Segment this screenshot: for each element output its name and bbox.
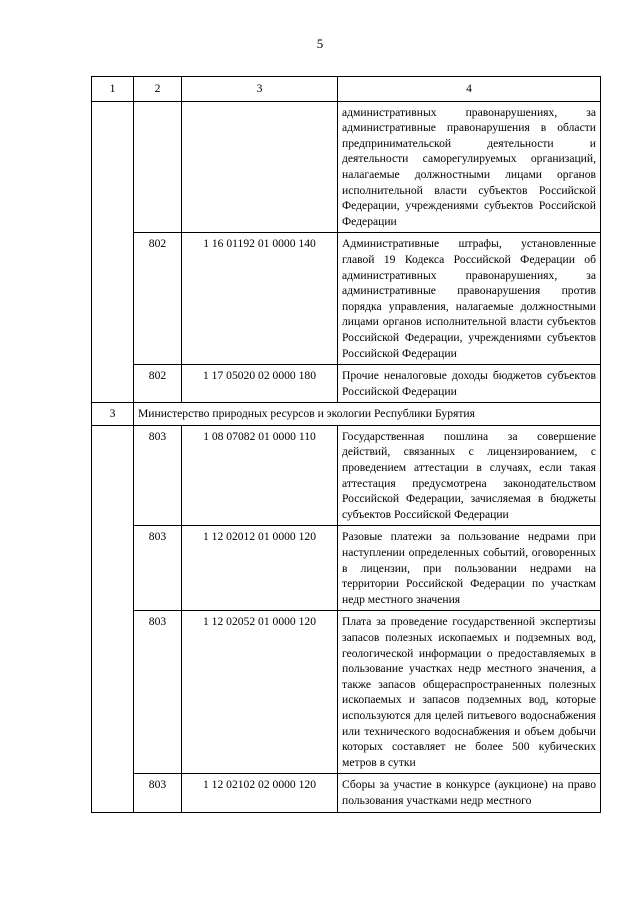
revenue-name-cell: административных правонарушениях, за административные правонарушения в области предпринимательской деятельности и деятельности саморегулируемых организаций, налагаемые должностными лицами органов исполнительной власти субъектов Российской Федерации, учреждениями субъектов Российской Федерации (338, 101, 601, 233)
revenue-table (91, 76, 601, 813)
admin-code-cell: 803 (134, 425, 182, 526)
header-col-4: 4 (338, 77, 601, 102)
table-row (92, 365, 601, 403)
admin-code-cell: 803 (134, 774, 182, 812)
group-number-cell (92, 425, 134, 812)
section-number: 3 (92, 403, 134, 426)
page-number: 5 (316, 36, 324, 51)
table-row (92, 425, 601, 526)
header-col-1: 1 (92, 77, 134, 102)
revenue-name-cell: Государственная пошлина за совершение действий, связанных с лицензированием, с проведением аттестации в случаях, если такая аттестация предусмотрена законодательством Российской Федерации, зачисляемая в бюджеты субъектов Российской Федерации (338, 425, 601, 526)
revenue-name-cell: Сборы за участие в конкурсе (аукционе) на право пользования участками недр местного (338, 774, 601, 812)
table-row (92, 611, 601, 774)
admin-code-cell: 803 (134, 611, 182, 774)
revenue-name-cell: Административные штрафы, установленные главой 19 Кодекса Российской Федерации об административных правонарушениях, за административные правонарушения против порядка управления, налагаемые должностными лицами органов исполнительной власти субъектов Российской Федерации, учреждениями субъектов Российской Федерации (338, 233, 601, 365)
revenue-code-cell: 1 12 02012 01 0000 120 (182, 526, 338, 611)
admin-code-cell (134, 101, 182, 233)
group-number-cell (92, 101, 134, 403)
section-row (92, 403, 601, 426)
admin-code-cell: 802 (134, 365, 182, 403)
header-col-2: 2 (134, 77, 182, 102)
table-row (92, 526, 601, 611)
revenue-code-cell: 1 16 01192 01 0000 140 (182, 233, 338, 365)
revenue-code-cell: 1 12 02052 01 0000 120 (182, 611, 338, 774)
table-row (92, 101, 601, 233)
revenue-name-cell: Разовые платежи за пользование недрами при наступлении определенных событий, оговоренных в лицензии, при пользовании недрами на территории Российской Федерации по участкам недр местного значения (338, 526, 601, 611)
header-col-3: 3 (182, 77, 338, 102)
admin-code-cell: 802 (134, 233, 182, 365)
admin-code-cell: 803 (134, 526, 182, 611)
revenue-name-cell: Прочие неналоговые доходы бюджетов субъектов Российской Федерации (338, 365, 601, 403)
table-row (92, 233, 601, 365)
section-title: Министерство природных ресурсов и экологии Республики Бурятия (134, 403, 601, 426)
revenue-code-cell: 1 12 02102 02 0000 120 (182, 774, 338, 812)
table-header-row (92, 77, 601, 102)
table-row (92, 774, 601, 812)
revenue-code-cell (182, 101, 338, 233)
revenue-code-cell: 1 17 05020 02 0000 180 (182, 365, 338, 403)
revenue-code-cell: 1 08 07082 01 0000 110 (182, 425, 338, 526)
revenue-name-cell: Плата за проведение государственной экспертизы запасов полезных ископаемых и подземных вод, геологической информации о предоставляемых в пользование участках недр местного значения, а также запасов общераспространенных полезных ископаемых и запасов подземных вод, которые используются для целей питьевого водоснабжения или технического водоснабжения и объем добычи которых составляет не более 500 кубических метров в сутки (338, 611, 601, 774)
